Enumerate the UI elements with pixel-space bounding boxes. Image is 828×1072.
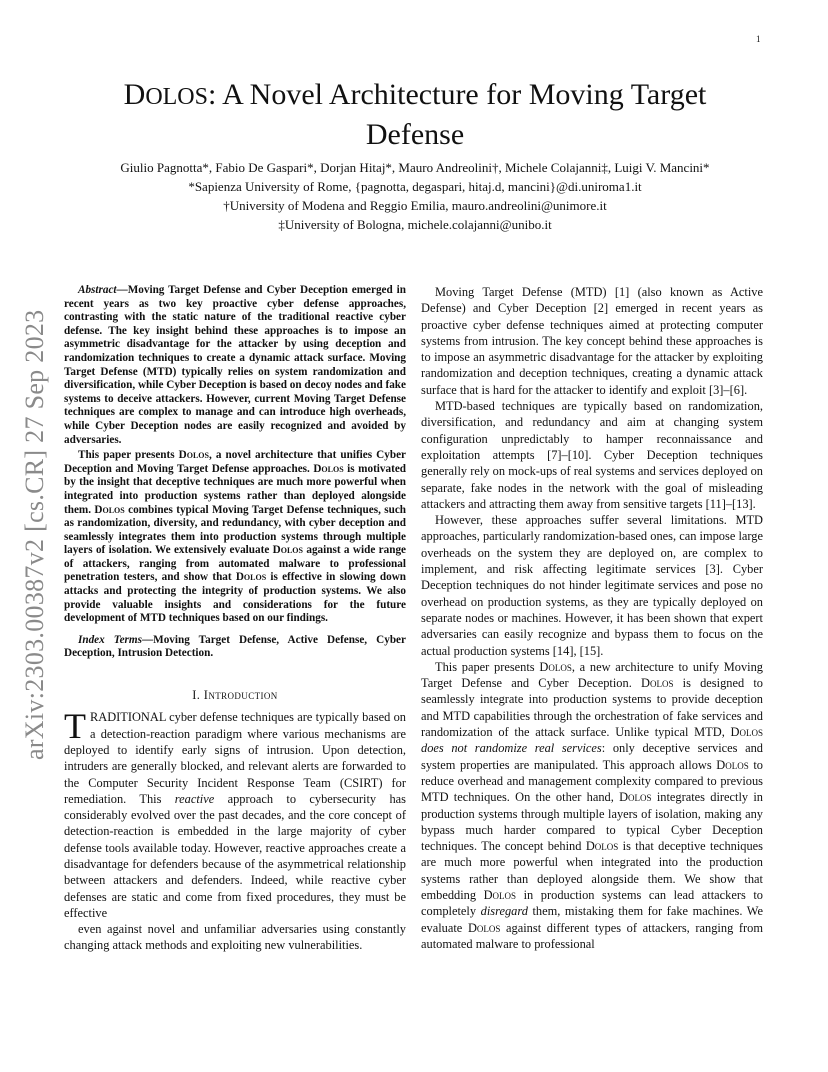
page-number: 1: [756, 34, 761, 44]
system-name: Dolos: [235, 571, 267, 584]
abstract-paragraph-1: [64, 284, 406, 447]
body-paragraph-1: Moving Target Defense (MTD) [1] (also known as Active Defense) and Cyber Deception [2] emerged in recent years as proactive cyber defense techniques aimed at protecting computer systems from intrusion. The key concept behind these approaches is to impose an asymmetric disadvantage for the attacker by exploiting randomization and deception techniques, creating a dynamic attack surface that is hard for the attacker to identify and exploit [3]–[6].: [421, 285, 763, 397]
emphasis-disregard: disregard: [480, 904, 528, 919]
index-terms-label: Index Terms: [78, 633, 142, 646]
system-name: Dolos: [272, 544, 303, 557]
abstract: [64, 284, 406, 626]
abstract-text-2c: is motivated by the insight that deceptive techniques are much more powerful when integrated into production systems rather than deployed alongside them.: [64, 462, 407, 516]
body-paragraph-3: However, these approaches suffer several limitations. MTD approaches, particularly randomization-based ones, can impose large overheads on the system they are deployed on, are complex to implement, and risk affecting legitimate services [3]. Cyber Deception techniques do not hinder legitimate services and pose no overhead on production systems, as they are typically deployed on separate nodes or machines. However, it has been shown that expert adversaries can easily recognize and bypass them to focus on the actual production systems [14], [15].: [421, 513, 763, 658]
system-name: Dolos: [585, 839, 619, 854]
emphasis-no-randomize: does not randomize real services: [421, 741, 602, 756]
paper-title: [70, 76, 760, 154]
system-name: Dolos: [716, 757, 749, 772]
system-name: Dolos: [94, 503, 125, 516]
intro-paragraph-2: even against novel and unfamiliar adversaries using constantly changing attack methods and exploiting new vulnerabilities.: [64, 922, 406, 953]
abstract-text-2f: is effective in slowing down attacks and protecting the integrity of production systems. We also provide valuable insights and considerations for the future development of MTD techniques based on our findings.: [64, 571, 406, 625]
system-name: Dolos: [641, 676, 674, 691]
abstract-paragraph-2: [64, 449, 406, 626]
abstract-label: Abstract: [78, 284, 117, 296]
arxiv-stamp: arXiv:2303.00387v2 [cs.CR] 27 Sep 2023: [20, 309, 49, 760]
author-block: [60, 158, 770, 234]
intro-paragraph-1: [64, 706, 406, 921]
affiliation-sapienza: *Sapienza University of Rome, {pagnotta, degaspari, hitaj.d, mancini}@di.uniroma1.it: [188, 179, 642, 194]
affiliation-modena: †University of Modena and Reggio Emilia, mauro.andreolini@unimore.it: [223, 198, 607, 213]
section-heading-introduction: I. Introduction: [192, 688, 278, 703]
abstract-text-2e: against a wide range of attackers, ranging from automated malware to professional penetration testers, and show that: [64, 544, 406, 584]
affiliation-bologna: ‡University of Bologna, michele.colajanni@unibo.it: [278, 217, 552, 232]
system-name: Dolos: [467, 920, 501, 935]
title-system-rest: OLOS: [145, 84, 208, 110]
left-column: [64, 284, 406, 954]
system-name: Dolos: [539, 659, 572, 674]
body-paragraph-4: This paper presents Dolos, a new architecture to unify Moving Target Defense and Cyber Deception. Dolos is designed to seamlessly integrate into production systems to provide deception and MTD capabilities through the orchestration of fake services and randomization of the attack surface. Unlike typical MTD, Dolos does not randomize real services: only deceptive services and system properties are manipulated. This approach allows Dolos to reduce overhead and management complexity compared to previous MTD techniques. On the other hand, Dolos integrates directly in production systems through multiple layers of isolation, making any bypass much harder compared to typical Cyber Deception techniques. The concept behind Dolos is that deceptive techniques are much more powerful when integrated into the production systems rather than deployed alongside them. We show that embedding Dolos in production systems can lead attackers to completely disregard them, mistaking them for fake machines. We evaluate Dolos against different types of attackers, ranging from automated malware to professional: [421, 659, 764, 951]
title-system-initial: D: [123, 78, 146, 111]
intro-emphasis-reactive: reactive: [174, 791, 215, 806]
system-name: Dolos: [730, 725, 763, 740]
abstract-text-2b: , a novel architecture that unifies Cyber Deception and Moving Target Defense approaches.: [64, 449, 406, 475]
system-name: Dolos: [178, 449, 209, 462]
title-line1-rest: : A Novel Architecture for Moving Target: [207, 78, 707, 111]
intro-text-1b: approach to cybersecurity has considerably evolved over the past decades, and the core concept of detection-reaction is embedded in the large majority of cyber defense tools available today. However, reactive approaches create a disadvantage for defenders because of the asymmetrical relationship between attackers and defenders. Indeed, while reactive cyber defenses are static and come from fixed procedures, they must be effective: [64, 791, 406, 920]
right-column: [421, 284, 763, 952]
body-paragraph-2: MTD-based techniques are typically based on randomization, diversification, and redundancy and aim at changing system configuration unpredictably to hamper reconnaissance and exploitation attempts [7]–[10]. Cyber Deception techniques generally rely on mock-ups of real systems and services deployed on separate, fake nodes in the network with the goal of misleading attackers and attracting them away from sensitive targets [11]–[13].: [421, 399, 763, 511]
index-terms-text: —Moving Target Defense, Active Defense, Cyber Deception, Intrusion Detection.: [64, 633, 406, 660]
dropcap-letter: T: [64, 706, 86, 747]
title-line2: Defense: [365, 118, 465, 151]
system-name: Dolos: [483, 887, 517, 902]
abstract-text-1: —Moving Target Defense and Cyber Deception emerged in recent years as two key proactive cyber defense approaches, contrasting with the static nature of the traditional reactive cyber defense. The key insight behind these approaches is to impose an asymmetric disadvantage for the attacker by using deception and randomization techniques to create a dynamic attack surface. Moving Target Defense (MTD) typically relies on system randomization and diversification, while Cyber Deception is based on decoy nodes and fake systems to deceive attackers. However, current Moving Target Defense techniques are complex to manage and can introduce high overheads, while Cyber Deception nodes are easily recognized and avoided by adversaries.: [64, 284, 406, 446]
abstract-text-2a: This paper presents: [78, 449, 179, 462]
abstract-text-2d: combines typical Moving Target Defense techniques, such as randomization, diversity, and redundancy, with cyber deception and seamlessly integrates them into production systems through multiple layers of isolation. We extensively evaluate: [64, 503, 407, 557]
author-names: Giulio Pagnotta*, Fabio De Gaspari*, Dorjan Hitaj*, Mauro Andreolini†, Michele Colajanni‡, Luigi V. Mancini*: [120, 160, 710, 175]
system-name: Dolos: [619, 790, 652, 805]
intro-text-1a: RADITIONAL cyber defense techniques are typically based on a detection-reaction paradigm where various mechanisms are deployed to identify early signs of intrusion. Upon detection, intruders are generally blocked, and relevant alerts are forwarded to the Computer Security Incident Response Team (CSIRT) for remediation. This: [64, 710, 406, 806]
system-name: Dolos: [313, 462, 344, 475]
index-terms: [64, 634, 406, 661]
